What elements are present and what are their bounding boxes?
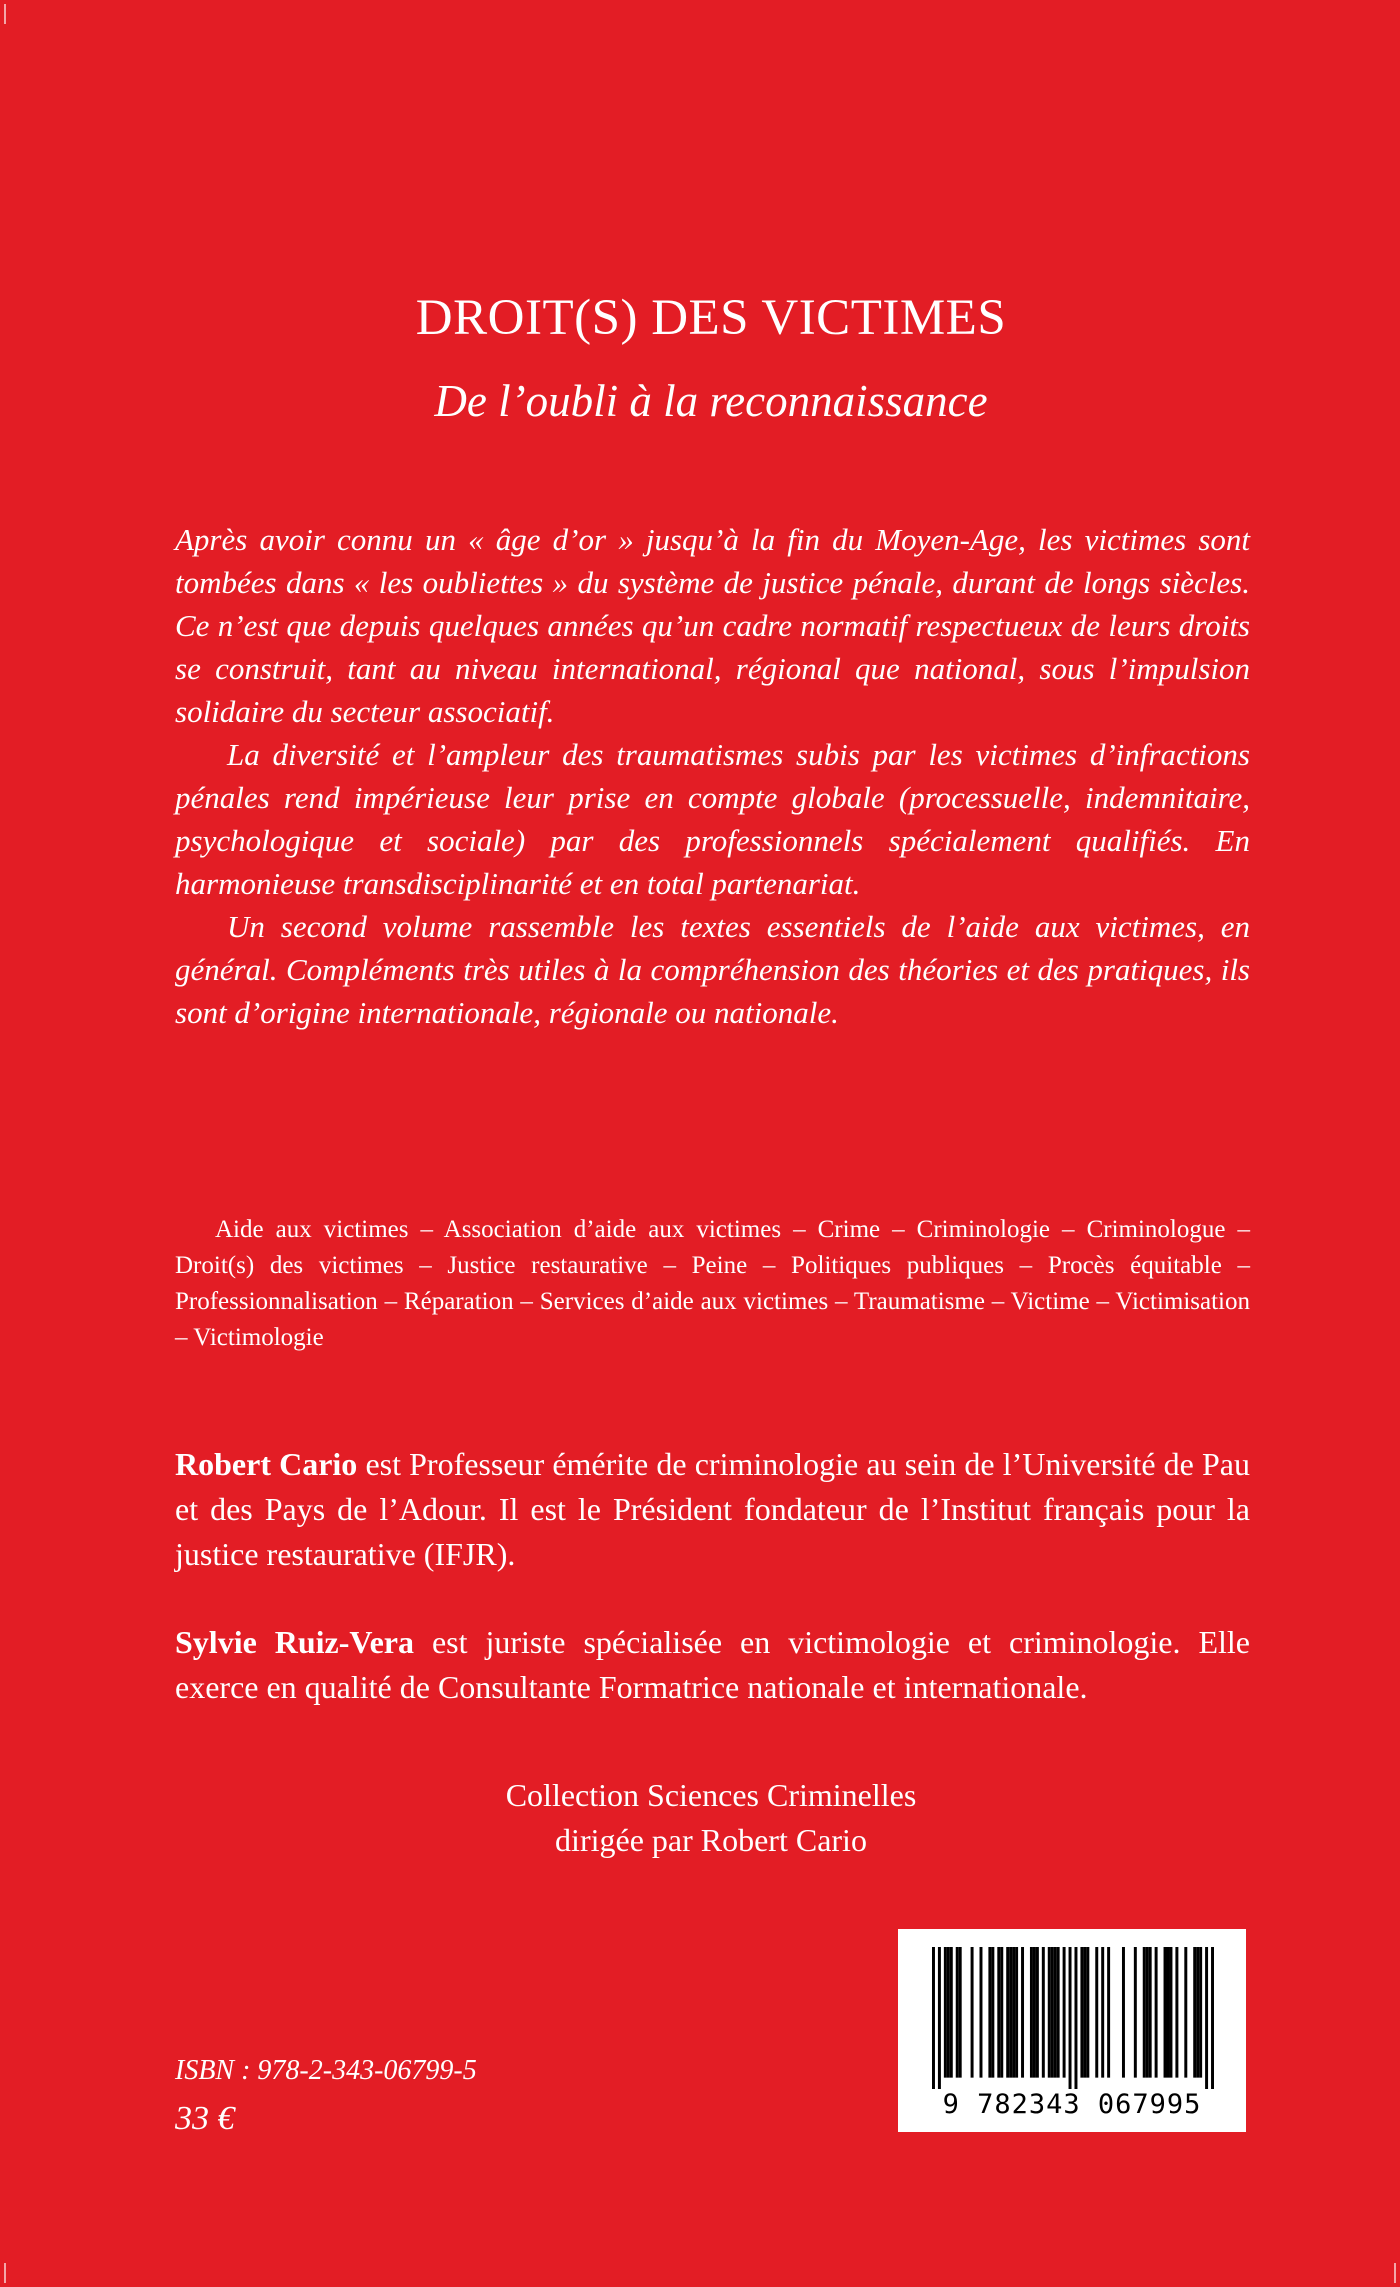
barcode-guard-bar [932, 1947, 935, 2089]
barcode-bar [1012, 1947, 1015, 2078]
crop-mark-bottom-right [1394, 2263, 1396, 2283]
barcode-bar [1015, 1947, 1018, 2078]
collection-info [0, 1773, 1400, 1863]
barcode-bar [1169, 1947, 1172, 2078]
barcode-bar [1107, 1947, 1110, 2078]
barcode-bar [1167, 1947, 1170, 2078]
author-name: Sylvie Ruiz-Vera [175, 1624, 414, 1660]
barcode-bar [1009, 1947, 1012, 2078]
barcode-bar [944, 1947, 947, 2078]
barcode-bar [971, 1947, 974, 2078]
barcode-bar [1134, 1947, 1137, 2078]
barcode-guard-bar [938, 1947, 941, 2089]
barcode-bar [1030, 1947, 1033, 2078]
barcode-bar [1155, 1947, 1158, 2078]
blurb-paragraph: Un second volume rassemble les textes essentiels de l’aide aux victimes, en général. Compléments très utiles à la compréhension des théories et des pratiques, ils sont d’origine internationale, régionale ou nationale. [175, 909, 1250, 1030]
barcode-bar [1095, 1947, 1098, 2078]
blurb-paragraph: Après avoir connu un « âge d’or » jusqu’à la fin du Moyen-Age, les victimes sont tombées dans « les oubliettes » du système de justice pénale, durant de longs siècles. Ce n’est que depuis quelques années qu’un cadre normatif respectueux de leurs droits se construit, tant au niveau international, régional que national, sous l’impulsion solidaire du secteur associatif. [175, 522, 1250, 729]
barcode-bar [1164, 1947, 1167, 2078]
barcode-bar [959, 1947, 962, 2078]
barcode-bar [1143, 1947, 1146, 2078]
barcode-bar [1036, 1947, 1039, 2078]
barcode-bar [1083, 1947, 1086, 2078]
barcode-bar [1006, 1947, 1009, 2078]
barcode-bar [1086, 1947, 1089, 2078]
barcode-bar [1000, 1947, 1003, 2078]
barcode-bar [1122, 1947, 1125, 2078]
barcode-bar [1054, 1947, 1057, 2078]
barcode-bar [1051, 1947, 1054, 2078]
barcode-bar [1101, 1947, 1104, 2078]
keywords: Aide aux victimes – Association d’aide aux victimes – Crime – Criminologie – Criminologue – Droit(s) des victimes – Justice restaurative – Peine – Politiques publiques – Procès équitable – Professionnalisation – Réparation – Services d’aide aux victimes – Traumatisme – Victime – Victimisation – Victimologie [175, 1216, 1250, 1351]
isbn: ISBN : 978-2-343-06799-5 [175, 2055, 477, 2086]
barcode-bar [1021, 1947, 1024, 2078]
barcode-bar [947, 1947, 950, 2078]
barcode-bar [1196, 1947, 1199, 2078]
collection-director: dirigée par Robert Cario [555, 1822, 867, 1858]
barcode-bar [979, 1947, 982, 2078]
author-description: est Professeur émérite de criminologie au sein de l’Université de Pau et des Pays de l’Adour. Il est le Président fondateur de l’Institut français pour la justice restaurative (IFJR). [175, 1446, 1251, 1572]
barcode-bar [950, 1947, 953, 2078]
collection-name: Collection Sciences Criminelles [505, 1777, 917, 1813]
barcode-bar [1175, 1947, 1178, 2078]
barcode-bar [1048, 1947, 1051, 2078]
crop-mark-bottom-left [4, 2263, 6, 2283]
barcode [898, 1929, 1246, 2132]
author-bio [175, 1442, 1250, 1577]
author-name: Robert Cario [175, 1446, 358, 1482]
book-title: DROIT(S) DES VICTIMES [415, 290, 1007, 346]
barcode-guard-bar [1074, 1947, 1077, 2089]
barcode-bars [932, 1947, 1214, 2089]
crop-mark-top-left [4, 4, 6, 24]
barcode-bar [1199, 1947, 1202, 2078]
author-bio [175, 1620, 1250, 1710]
barcode-bar [991, 1947, 994, 2078]
barcode-bar [1042, 1947, 1045, 2078]
barcode-bar [1193, 1947, 1196, 2078]
barcode-bar [1080, 1947, 1083, 2078]
barcode-bar [956, 1947, 959, 2078]
barcode-guard-bar [1069, 1947, 1072, 2089]
barcode-bar [1063, 1947, 1066, 2078]
barcode-digits: 9 782343 067995 [942, 2089, 1202, 2120]
barcode-bar [1057, 1947, 1060, 2078]
barcode-guard-bar [1211, 1947, 1214, 2089]
price: 33 € [175, 2100, 235, 2137]
book-subtitle: De l’oubli à la reconnaissance [434, 376, 988, 426]
blurb-paragraph: La diversité et l’ampleur des traumatismes subis par les victimes d’infractions pénales rend impérieuse leur prise en compte globale (processuelle, indemnitaire, psychologique et sociale) par des professionnels spécialement qualifiés. En harmonieuse transdisciplinarité et en total partenariat. [175, 737, 1250, 901]
barcode-guard-bar [1205, 1947, 1208, 2089]
barcode-bar [988, 1947, 991, 2078]
barcode-bar [1033, 1947, 1036, 2078]
barcode-bar [1184, 1947, 1187, 2078]
blurb [175, 518, 1250, 1034]
barcode-bar [1146, 1947, 1149, 2078]
author-description: est juriste spécialisée en victimologie et criminologie. Elle exerce en qualité de Consultante Formatrice nationale et internationale. [175, 1624, 1251, 1705]
barcode-bar [997, 1947, 1000, 2078]
barcode-bar [1149, 1947, 1152, 2078]
